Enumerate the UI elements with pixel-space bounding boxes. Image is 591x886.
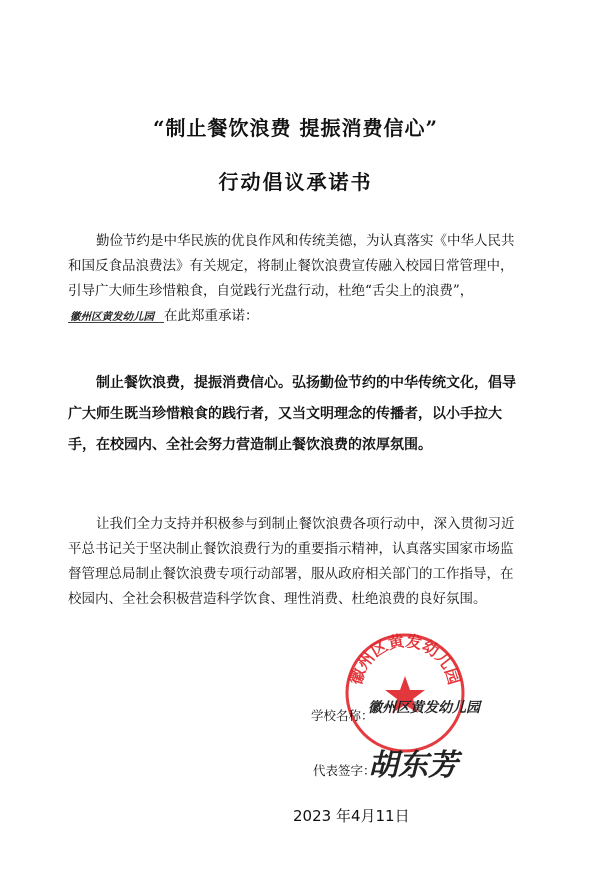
paragraph-2-text: 制止餐饮浪费，提振消费信心。弘扬勤俭节约的中华传统文化，倡导广大师生既当珍惜粮食的践行者，又当文明理念的传播者，以小手拉大手，在校园内、全社会努力营造制止餐饮浪费的浓厚氛围。: [68, 375, 516, 453]
document-title-line2: 行动倡议承诺书: [218, 170, 373, 194]
official-stamp: [340, 628, 470, 758]
school-name-blank: [68, 306, 164, 323]
document-title-line1: “制止餐饮浪费 提振消费信心”: [153, 116, 438, 140]
representative-signature: 胡东芳: [368, 748, 458, 783]
paragraph-1-text: 勤俭节约是中华民族的优良作风和传统美德，为认真落实《中华人民共和国反食品浪费法》有关规定，将制止餐饮浪费宣传融入校园日常管理中，引导广大师生珍惜粮食，自觉践行光盘行动，杜绝“舌尖上的浪费”，: [68, 233, 515, 299]
document-date: 2023 年4月11日: [293, 807, 410, 825]
paragraph-3: [68, 512, 526, 612]
paragraph-1-tail: 在此郑重承诺：: [164, 308, 259, 324]
paragraph-1: [68, 229, 526, 329]
paragraph-3-text: 让我们全力支持并积极参与到制止餐饮浪费各项行动中，深入贯彻习近平总书记关于坚决制止餐饮浪费行为的重要指示精神，认真落实国家市场监督管理总局制止餐饮浪费专项行动部署，服从政府相关部门的工作指导，在校园内、全社会积极营造科学饮食、理性消费、杜绝浪费的良好氛围。: [68, 516, 515, 607]
handwritten-school-name: 徽州区黄发幼儿园: [70, 311, 154, 323]
representative-label: 代表签字：: [313, 763, 376, 778]
school-name-label: 学校名称：: [311, 708, 374, 723]
school-name-signature: 徽州区黄发幼儿园: [368, 700, 480, 716]
paragraph-2: [68, 368, 526, 461]
stamp-text: 徽州区黄发幼儿园: [346, 631, 464, 687]
